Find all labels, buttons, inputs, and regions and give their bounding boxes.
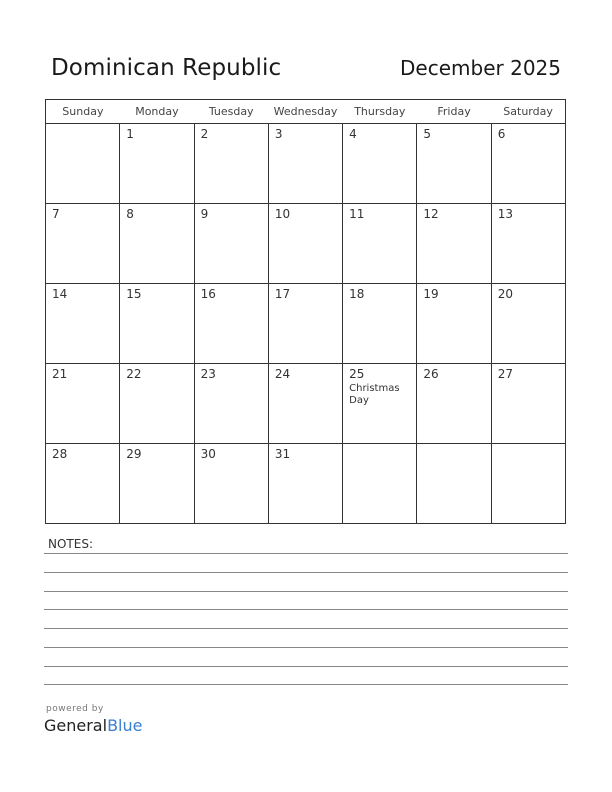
week-row: [46, 364, 566, 444]
day-cell: [194, 204, 268, 284]
brand-general: General: [44, 716, 108, 735]
day-number: 28: [52, 447, 68, 461]
day-number: 20: [497, 287, 513, 301]
holiday-label: Christmas Day: [349, 383, 400, 406]
weekday-saturday: Saturday: [491, 100, 565, 124]
day-cell: [120, 124, 194, 204]
weekday-thursday: Thursday: [343, 100, 417, 124]
day-number: 30: [200, 447, 216, 461]
day-cell: [491, 444, 565, 524]
day-cell: [268, 124, 342, 204]
day-cell: [343, 124, 417, 204]
day-cell: [417, 204, 491, 284]
day-cell: [120, 284, 194, 364]
day-number: 2: [200, 127, 209, 141]
day-number: 15: [126, 287, 142, 301]
day-cell: [194, 284, 268, 364]
powered-by-text: powered by: [46, 704, 104, 714]
note-line: [44, 666, 568, 667]
day-number: 9: [200, 207, 209, 221]
day-cell: [120, 364, 194, 444]
day-cell: [46, 124, 120, 204]
weekday-header-row: [46, 100, 566, 124]
note-line: [44, 572, 568, 573]
day-cell: [417, 284, 491, 364]
note-line: [44, 553, 568, 554]
day-number: 14: [52, 287, 68, 301]
weekday-sunday: Sunday: [46, 100, 120, 124]
day-number: 26: [423, 367, 439, 381]
weekday-wednesday: Wednesday: [268, 100, 342, 124]
day-cell: [491, 284, 565, 364]
calendar-grid: [45, 99, 566, 524]
week-row: [46, 444, 566, 524]
day-number: 5: [423, 127, 432, 141]
day-number: 6: [497, 127, 506, 141]
brand-logo: [44, 716, 142, 735]
day-number: 10: [274, 207, 291, 221]
day-cell: [46, 284, 120, 364]
day-number: 22: [126, 367, 142, 381]
day-cell: [417, 444, 491, 524]
day-number: 4: [349, 127, 357, 141]
brand-blue: Blue: [107, 716, 143, 735]
day-cell: [417, 124, 491, 204]
day-number: 18: [349, 287, 365, 301]
month-title: December 2025: [400, 56, 561, 80]
day-cell: [120, 204, 194, 284]
day-number: 21: [52, 367, 68, 381]
day-cell: [268, 284, 342, 364]
day-number: 12: [423, 207, 439, 221]
day-cell: [343, 444, 417, 524]
notes-label: NOTES:: [48, 537, 93, 551]
day-number: 3: [274, 127, 283, 141]
day-number: 29: [126, 447, 142, 461]
weekday-monday: Monday: [120, 100, 194, 124]
day-cell: [120, 444, 194, 524]
note-line: [44, 628, 568, 629]
day-number: 7: [52, 207, 60, 221]
day-cell: [417, 364, 491, 444]
day-cell: [491, 364, 565, 444]
weekday-tuesday: Tuesday: [194, 100, 268, 124]
note-line: [44, 684, 568, 685]
day-cell: [491, 124, 565, 204]
day-number: 16: [200, 287, 216, 301]
day-number: 25: [349, 367, 365, 381]
day-cell: [343, 204, 417, 284]
day-number: 23: [200, 367, 216, 381]
week-row: [46, 284, 566, 364]
day-cell: [491, 204, 565, 284]
day-cell: [268, 444, 342, 524]
day-cell: [46, 204, 120, 284]
day-number: 31: [274, 447, 291, 461]
day-cell: [194, 364, 268, 444]
note-line: [44, 609, 568, 610]
day-cell: [343, 364, 417, 444]
day-cell: [268, 204, 342, 284]
day-cell: [268, 364, 342, 444]
week-row: [46, 124, 566, 204]
note-line: [44, 647, 568, 648]
day-cell: [194, 444, 268, 524]
day-number: 17: [274, 287, 291, 301]
day-number: 13: [497, 207, 513, 221]
note-line: [44, 591, 568, 592]
day-number: 24: [274, 367, 291, 381]
weekday-friday: Friday: [417, 100, 491, 124]
day-cell: [46, 444, 120, 524]
day-number: 19: [423, 287, 439, 301]
week-row: [46, 204, 566, 284]
day-cell: [194, 124, 268, 204]
day-cell: [343, 284, 417, 364]
day-cell: [46, 364, 120, 444]
day-number: 27: [497, 367, 513, 381]
day-number: 11: [349, 207, 365, 221]
country-title: Dominican Republic: [51, 55, 282, 81]
day-number: 1: [126, 127, 134, 141]
day-number: 8: [126, 207, 134, 221]
